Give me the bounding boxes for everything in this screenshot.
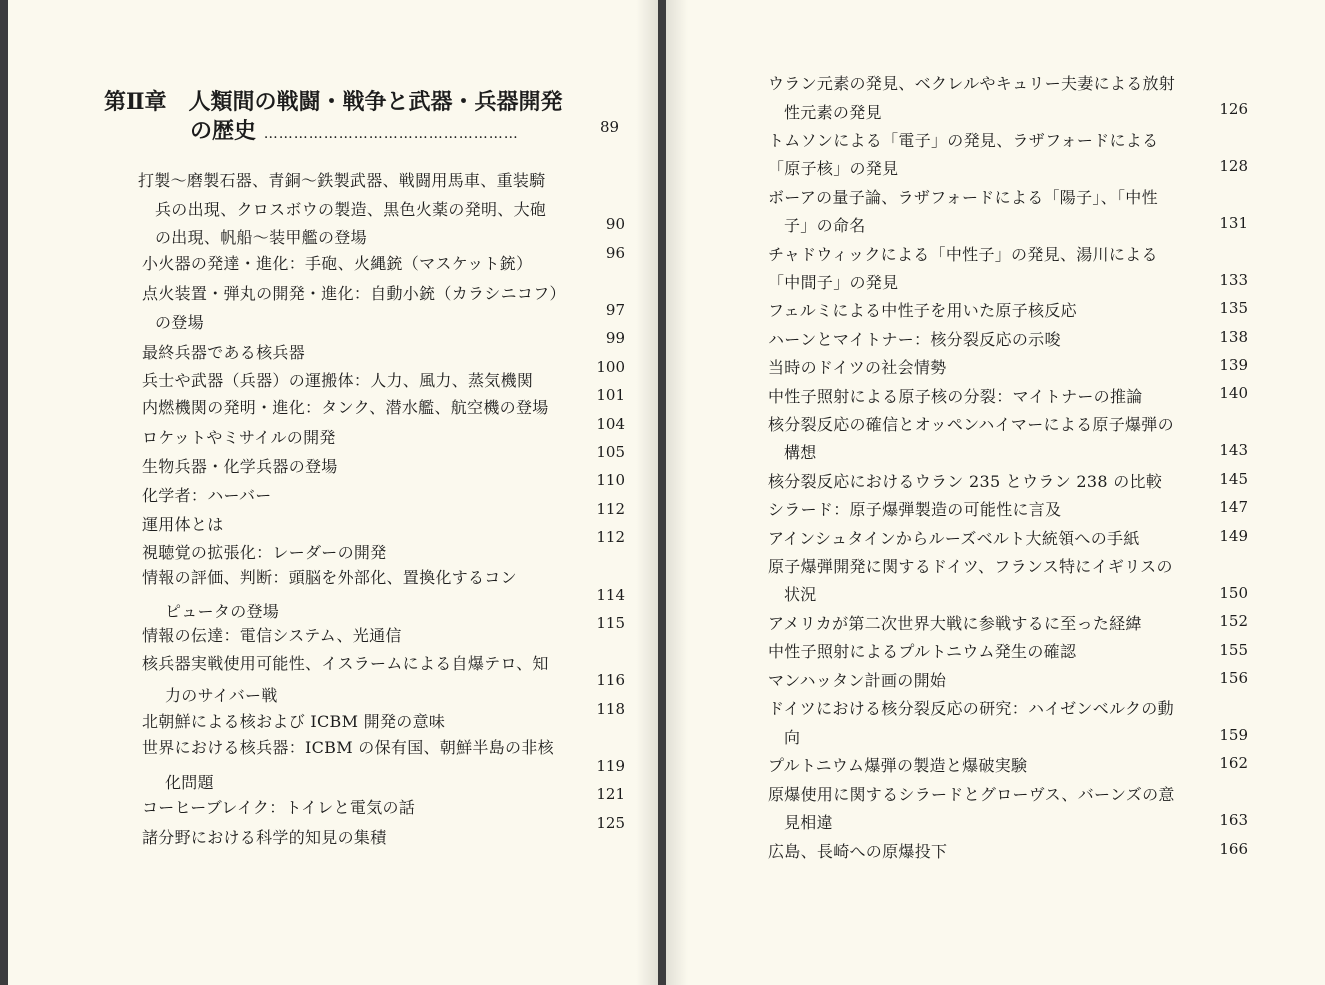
left-page-number: 119 bbox=[596, 757, 625, 775]
page-gutter-shadow bbox=[666, 0, 688, 985]
left-toc-line: の登場 bbox=[155, 313, 204, 332]
right-page-number: 133 bbox=[1219, 271, 1248, 289]
right-page-number: 145 bbox=[1219, 470, 1248, 488]
left-toc-line: 打製～磨製石器、青銅～鉄製武器、戦闘用馬車、重装騎 bbox=[138, 171, 546, 190]
left-toc-line: 点火装置・弾丸の開発・進化：自動小銃（カラシニコフ） bbox=[142, 284, 566, 303]
right-toc-line: 子」の命名 bbox=[784, 216, 866, 235]
left-toc-line: 視聴覚の拡張化：レーダーの開発 bbox=[142, 543, 387, 562]
right-toc-line: ボーアの量子論、ラザフォードによる「陽子」、「中性 bbox=[768, 188, 1158, 207]
right-toc-line: チャドウィックによる「中性子」の発見、湯川による bbox=[768, 245, 1158, 264]
left-page-number: 99 bbox=[605, 329, 625, 347]
right-toc-line: 向 bbox=[784, 728, 801, 747]
left-page-number: 115 bbox=[596, 614, 625, 632]
left-page-number: 116 bbox=[596, 671, 625, 689]
left-page-number: 105 bbox=[596, 443, 625, 461]
left-toc-line: 内燃機関の発明・進化：タンク、潜水艦、航空機の登場 bbox=[142, 398, 549, 417]
page-gutter-shadow bbox=[636, 0, 658, 985]
right-page-number: 163 bbox=[1219, 811, 1248, 829]
left-toc-line: 生物兵器・化学兵器の登場 bbox=[142, 457, 338, 476]
right-toc-line: 当時のドイツの社会情勢 bbox=[768, 358, 947, 377]
chapter-heading bbox=[104, 88, 563, 149]
left-page-number: 97 bbox=[605, 301, 625, 319]
right-toc-line: 性元素の発見 bbox=[784, 103, 882, 122]
right-page-number: 140 bbox=[1219, 384, 1248, 402]
left-toc-line: 兵の出現、クロスボウの製造、黒色火薬の発明、大砲 bbox=[155, 200, 547, 219]
right-toc-line: フェルミによる中性子を用いた原子核反応 bbox=[768, 301, 1077, 320]
left-toc-line: 核兵器実戦使用可能性、イスラームによる自爆テロ、知 bbox=[142, 654, 549, 673]
left-page-number: 112 bbox=[596, 500, 625, 518]
left-toc-line: 情報の伝達：電信システム、光通信 bbox=[142, 626, 402, 645]
right-toc-line: 構想 bbox=[784, 443, 817, 462]
right-toc-line: マンハッタン計画の開始 bbox=[768, 671, 947, 690]
right-page-number: 147 bbox=[1219, 498, 1248, 516]
right-page-number: 135 bbox=[1219, 299, 1248, 317]
chapter-heading-line2-wrap bbox=[104, 117, 563, 149]
left-page-number: 118 bbox=[596, 700, 625, 718]
right-page-number: 155 bbox=[1219, 641, 1248, 659]
left-toc-line: 最終兵器である核兵器 bbox=[142, 343, 306, 362]
left-toc-line: 諸分野における科学的知見の集積 bbox=[142, 828, 387, 847]
left-page-number: 104 bbox=[596, 415, 625, 433]
right-page-number: 149 bbox=[1219, 527, 1248, 545]
right-page-number: 162 bbox=[1219, 754, 1248, 772]
right-page-number: 156 bbox=[1219, 669, 1248, 687]
chapter-heading-line2: の歴史 bbox=[190, 118, 257, 144]
right-page-number: 139 bbox=[1219, 356, 1248, 374]
left-toc-line: 力のサイバー戦 bbox=[165, 686, 278, 705]
right-page-number: 159 bbox=[1219, 726, 1248, 744]
left-toc-line: 世界における核兵器：ICBM の保有国、朝鮮半島の非核 bbox=[142, 738, 554, 757]
chapter-page-number: 89 bbox=[600, 118, 620, 136]
left-page-number: 96 bbox=[605, 244, 625, 262]
left-page-number: 114 bbox=[596, 586, 625, 604]
left-toc-line: の出現、帆船～装甲艦の登場 bbox=[155, 228, 367, 247]
right-toc-line: 中性子照射による原子核の分裂：マイトナーの推論 bbox=[768, 387, 1143, 406]
left-page-number: 90 bbox=[605, 215, 625, 233]
left-toc-line: 北朝鮮による核および ICBM 開発の意味 bbox=[142, 712, 446, 731]
chapter-heading-line1: 第Ⅱ章 人類間の戦闘・戦争と武器・兵器開発 bbox=[104, 89, 563, 115]
right-toc-line: 中性子照射によるプルトニウム発生の確認 bbox=[768, 642, 1077, 661]
right-toc-line: プルトニウム爆弾の製造と爆破実験 bbox=[768, 756, 1028, 775]
right-toc-line: 状況 bbox=[784, 585, 817, 604]
left-page-number: 112 bbox=[596, 528, 625, 546]
right-toc-line: ドイツにおける核分裂反応の研究：ハイゼンベルクの動 bbox=[768, 699, 1174, 718]
right-toc-line: 「原子核」の発見 bbox=[768, 159, 899, 178]
right-page-number: 138 bbox=[1219, 328, 1248, 346]
right-page-number: 131 bbox=[1219, 214, 1248, 232]
left-toc-line: 兵士や武器（兵器）の運搬体：人力、風力、蒸気機関 bbox=[142, 371, 534, 390]
right-page-number: 143 bbox=[1219, 441, 1248, 459]
right-toc-line: 原爆使用に関するシラードとグローヴス、バーンズの意 bbox=[768, 785, 1175, 804]
left-page-number: 110 bbox=[596, 471, 625, 489]
right-toc-line: 核分裂反応におけるウラン 235 とウラン 238 の比較 bbox=[768, 472, 1163, 491]
right-page-number: 126 bbox=[1219, 100, 1248, 118]
right-toc-line: 広島、長崎への原爆投下 bbox=[768, 842, 948, 861]
left-toc-line: 情報の評価、判断：頭脳を外部化、置換化するコン bbox=[142, 568, 517, 587]
left-page-number: 101 bbox=[596, 386, 625, 404]
left-toc-line: 運用体とは bbox=[142, 515, 224, 534]
left-toc-line: 小火器の発達・進化：手砲、火縄銃（マスケット銃） bbox=[142, 254, 533, 273]
left-toc-line: ピュータの登場 bbox=[165, 602, 280, 621]
chapter-leader-dots: …………………………………………… bbox=[263, 126, 519, 142]
right-toc-line: アメリカが第二次世界大戦に参戦するに至った経緯 bbox=[768, 614, 1142, 633]
right-page-number: 152 bbox=[1219, 612, 1248, 630]
left-toc-line: コーヒーブレイク：トイレと電気の話 bbox=[142, 798, 416, 817]
right-toc-line: ウラン元素の発見、ベクレルやキュリー夫妻による放射 bbox=[768, 74, 1176, 93]
left-page-number: 121 bbox=[596, 785, 625, 803]
right-toc-line: シラード：原子爆弾製造の可能性に言及 bbox=[768, 500, 1062, 519]
right-toc-line: トムソンによる「電子」の発見、ラザフォードによる bbox=[768, 131, 1159, 150]
left-page bbox=[8, 0, 658, 985]
left-toc-line: ロケットやミサイルの開発 bbox=[142, 428, 336, 447]
right-page-number: 166 bbox=[1219, 840, 1248, 858]
left-page-number: 100 bbox=[596, 358, 625, 376]
right-toc-line: アインシュタインからルーズベルト大統領への手紙 bbox=[768, 529, 1140, 548]
right-page bbox=[666, 0, 1325, 985]
right-toc-line: 原子爆弾開発に関するドイツ、フランス特にイギリスの bbox=[768, 557, 1173, 576]
left-toc-line: 化学者：ハーバー bbox=[142, 486, 272, 505]
right-page-number: 128 bbox=[1219, 157, 1248, 175]
left-toc-line: 化問題 bbox=[165, 773, 214, 792]
right-page-number: 150 bbox=[1219, 584, 1248, 602]
left-page-number: 125 bbox=[596, 814, 625, 832]
right-toc-line: ハーンとマイトナー：核分裂反応の示唆 bbox=[768, 330, 1061, 349]
right-toc-line: 核分裂反応の確信とオッペンハイマーによる原子爆弾の bbox=[768, 415, 1174, 434]
right-toc-line: 見相違 bbox=[784, 813, 833, 832]
right-toc-line: 「中間子」の発見 bbox=[768, 273, 899, 292]
